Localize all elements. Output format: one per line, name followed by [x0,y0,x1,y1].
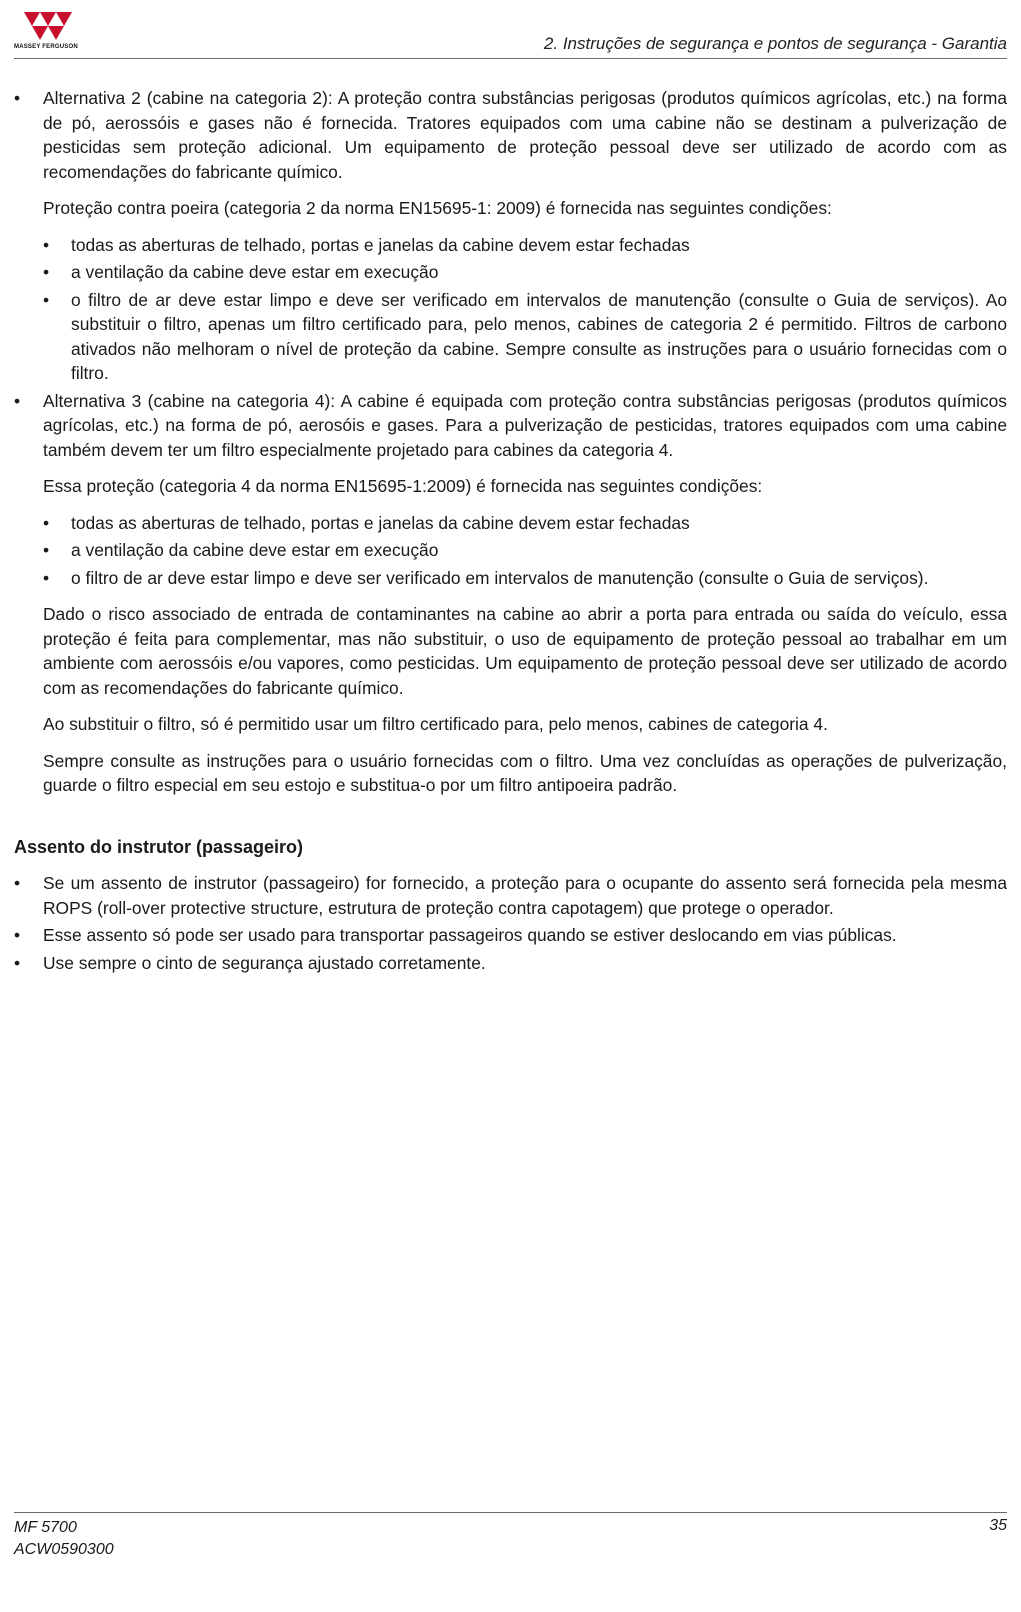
category-4-intro: Essa proteção (categoria 4 da norma EN15695-1:2009) é fornecida nas seguintes condições: [43,476,763,496]
bullet-icon: • [43,234,50,255]
bullet-text: Alternativa 3 (cabine na categoria 4): A cabine é equipada com proteção contra substâncias perigosas (produtos químicos agrícolas, etc.) na forma de pó, aerosóis e gases. Para a pulverização de pesticidas, tratores equipados com uma cabine também devem ter um filtro especialmente projetado para cabines da categoria 4. [43,390,1007,460]
sub-bullet-text: a ventilação da cabine deve estar em execução [71,540,439,560]
page-number: 35 [989,1517,1007,1534]
bullet-icon: • [43,512,50,533]
massey-ferguson-logo [14,12,84,54]
bullet-icon: • [14,925,21,945]
sub-bullet-text: a ventilação da cabine deve estar em execução [71,262,439,282]
sub-bullet-text: o filtro de ar deve estar limpo e deve ser verificado em intervalos de manutenção (consulte o Guia de serviços). [71,567,929,588]
bullet-icon: • [14,390,21,411]
bullet-text: Se um assento de instrutor (passageiro) for fornecido, a proteção para o ocupante do assento será fornecida pela mesma ROPS (roll-over protective structure, estrutura de proteção contra capotagem) que protege o operador. [43,873,1007,918]
footer-ids [14,1517,114,1561]
dust-protection-intro: Proteção contra poeira (categoria 2 da norma EN15695-1: 2009) é fornecida nas seguintes condições: [43,198,832,218]
section-title-instructor-seat: Assento do instrutor (passageiro) [14,836,304,857]
document-code: ACW0590300 [14,1541,114,1558]
sub-bullet-text: o filtro de ar deve estar limpo e deve ser verificado em intervalos de manutenção (consulte o Guia de serviços). Ao substituir o filtro, apenas um filtro certificado para, pelo menos, cabines de categoria 2 é permitido. Filtros de carbono ativados não melhoram o nível de proteção da cabine. Sempre consulte as instruções para o usuário fornecidas com o filtro. [71,289,1007,383]
sub-bullet-item [14,288,1007,386]
bullet-icon: • [43,540,50,560]
bullet-item [14,923,1007,948]
risk-paragraph: Dado o risco associado de entrada de contaminantes na cabine ao abrir a porta para entrada ou saída do veículo, essa proteção é feita para complementar, mas não substituir, o uso de equipamento de proteção pessoal ao trabalhar em um ambiente com aerossóis e/ou vapores, como pesticidas. Um equipamento de proteção pessoal deve ser utilizado de acordo com as recomendações do fabricante químico. [43,604,1007,698]
sub-bullet-text: todas as aberturas de telhado, portas e janelas da cabine devem estar fechadas [71,512,690,533]
bullet-icon: • [14,88,21,108]
sub-bullet-item [14,511,1007,536]
bullet-icon: • [43,289,50,310]
bullet-item [14,951,1007,976]
bullet-icon: • [14,952,21,973]
triple-triangle-logo-icon [24,12,72,42]
bullet-item [14,871,1007,920]
bullet-icon: • [43,567,50,588]
sub-bullet-item [14,538,1007,563]
page-header [14,12,1007,59]
logo-text: MASSEY FERGUSON [14,44,78,50]
bullet-text: Alternativa 2 (cabine na categoria 2): A proteção contra substâncias perigosas (produtos químicos agrícolas, etc.) na forma de pó, aerossóis e gases não é fornecida. Tratores equipados com uma cabine não se destinam a pulverização de pesticidas sem proteção adicional. Um equipamento de proteção pessoal deve ser utilizado de acordo com as recomendações do fabricante químico. [43,88,1007,182]
sub-bullet-text: todas as aberturas de telhado, portas e janelas da cabine devem estar fechadas [71,234,690,255]
sub-bullet-item [14,260,1007,285]
instructions-paragraph: Sempre consulte as instruções para o usuário fornecidas com o filtro. Uma vez concluídas as operações de pulverização, guarde o filtro especial em seu estojo e substitua-o por um filtro antipoeira padrão. [43,750,1007,795]
main-content [14,86,1007,975]
model-name: MF 5700 [14,1519,77,1536]
bullet-text: Esse assento só pode ser usado para transportar passageiros quando se estiver deslocando em vias públicas. [43,925,897,945]
bullet-icon: • [14,873,21,893]
bullet-icon: • [43,262,50,282]
bullet-item-alternative-3 [14,389,1007,463]
filter-paragraph: Ao substituir o filtro, só é permitido usar um filtro certificado para, pelo menos, cabines de categoria 4. [43,714,828,734]
bullet-text: Use sempre o cinto de segurança ajustado corretamente. [43,952,486,973]
bullet-item-alternative-2 [14,86,1007,184]
page-footer [14,1512,1007,1558]
chapter-title: 2. Instruções de segurança e pontos de segurança - Garantia [543,34,1007,53]
sub-bullet-item [14,233,1007,258]
sub-bullet-item [14,566,1007,591]
